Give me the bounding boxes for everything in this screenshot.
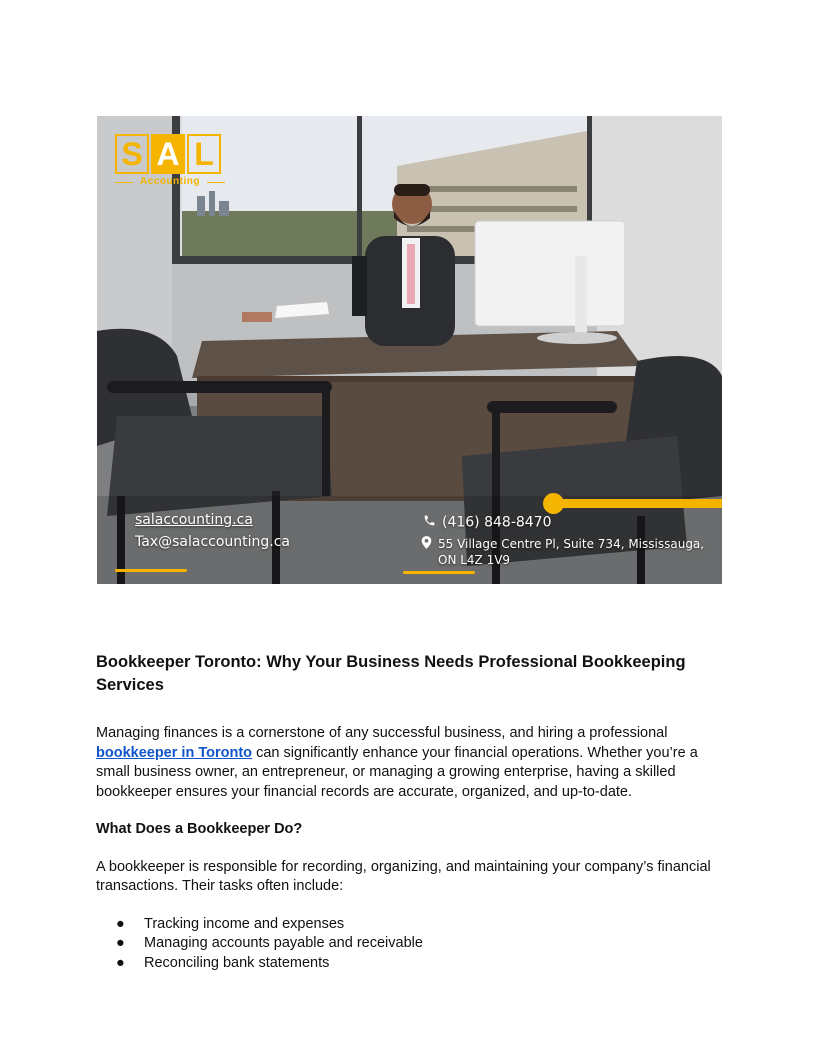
bullet-glyph: ● bbox=[116, 954, 125, 971]
article-title: Bookkeeper Toronto: Why Your Business Needs Professional Bookkeeping Services bbox=[96, 653, 686, 694]
article bbox=[96, 651, 726, 973]
sal-logo bbox=[115, 134, 227, 206]
list-item-text: Managing accounts payable and receivable bbox=[144, 935, 423, 951]
email-text: Tax@salaccounting.ca bbox=[135, 534, 291, 550]
website-text: salaccounting.ca bbox=[135, 512, 253, 528]
section-heading: What Does a Bookkeeper Do? bbox=[96, 821, 303, 837]
address-line-2: ON L4Z 1V9 bbox=[438, 553, 511, 567]
accent-line-left bbox=[115, 569, 187, 572]
accent-dot bbox=[543, 493, 564, 514]
location-pin-icon bbox=[421, 536, 432, 553]
bullet-glyph: ● bbox=[116, 935, 125, 951]
address-row bbox=[421, 536, 721, 568]
intro-paragraph bbox=[96, 724, 726, 802]
logo-subtitle: Accounting bbox=[115, 176, 225, 187]
phone-icon bbox=[423, 514, 436, 531]
phone-row bbox=[423, 514, 552, 531]
list-item bbox=[96, 915, 726, 935]
intro-text-after: can significantly enhance your financial operations. Whether you’re a small business owner, an entrepreneur, or managing a growing enterprise, having a skilled bookkeeper ensures your financial records are accurate, organized, and up-to-date. bbox=[96, 744, 698, 800]
list-item-text: Tracking income and expenses bbox=[144, 915, 345, 932]
accent-line-right bbox=[403, 571, 475, 574]
phone-text: (416) 848-8470 bbox=[442, 514, 552, 531]
logo-letter-a: A bbox=[151, 134, 185, 174]
bookkeeper-toronto-link[interactable]: bookkeeper in Toronto bbox=[96, 744, 253, 761]
task-list bbox=[96, 915, 726, 974]
address-line-1: 55 Village Centre Pl, Suite 734, Mississauga, bbox=[438, 537, 705, 551]
list-item-text: Reconciling bank statements bbox=[144, 954, 330, 971]
intro-text-before: Managing finances is a cornerstone of any successful business, and hiring a professional bbox=[96, 725, 668, 741]
logo-letter-s: S bbox=[115, 134, 149, 174]
hero-image bbox=[97, 116, 722, 584]
accent-bar bbox=[552, 499, 722, 508]
list-item bbox=[96, 934, 726, 954]
list-item bbox=[96, 954, 726, 974]
bullet-glyph: ● bbox=[116, 915, 125, 932]
section-paragraph: A bookkeeper is responsible for recording, organizing, and maintaining your company’s financial transactions. Their tasks often include: bbox=[96, 858, 711, 894]
logo-letter-l: L bbox=[187, 134, 221, 174]
